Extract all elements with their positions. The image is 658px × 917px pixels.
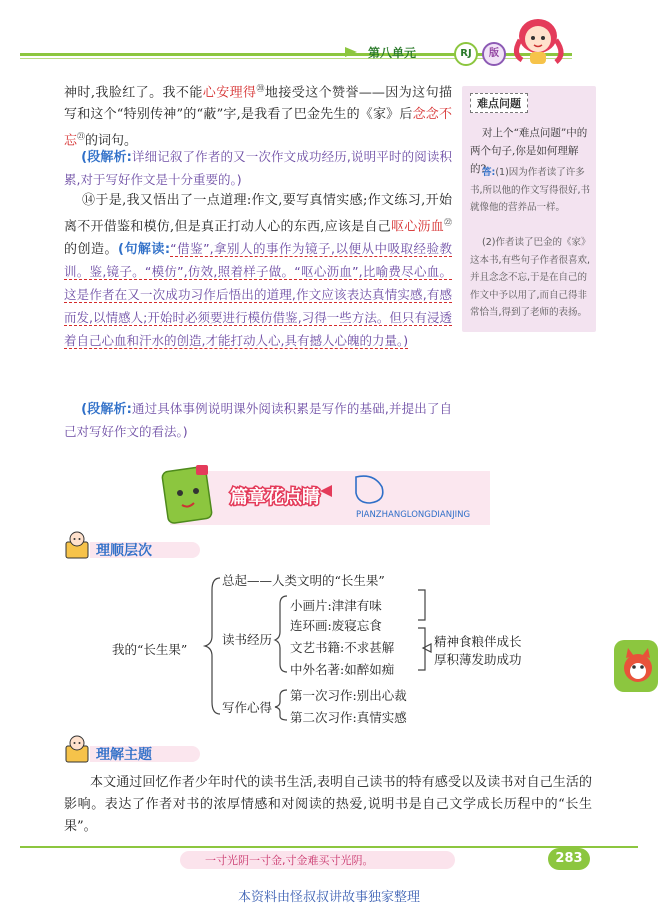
outline-branch-reading: 读书经历 [222,632,273,647]
outline-root: 我的“长生果” [112,642,188,657]
kid-thinking-icon [62,734,92,764]
text-run: 的词句。 [85,133,138,149]
analysis-label: (段解析: [81,150,132,165]
text-run: 神时,我脸红了。我不能 [64,85,203,101]
brace-arrow [423,644,431,652]
answer-label: 答: [482,167,496,178]
sentence-note-text: “借鉴”,拿别人的事作为镜子,以便从中吸取经验教训。鉴,镜子。“模仿”,仿效,照着样子做。“呕心沥血”,比喻费尽心血。这是作者在又一次成功习作后悟出的道理,作文应该表达真情实感,有感而发,以情感人;开始时必须要进行模仿借鉴,习得一些方法。但只有浸透着自己心血和汗水的创造,才能打动人心,具有撼人心魄的力量。) [64,241,452,349]
sidebar-answer-2: (2)作者读了巴金的《家》这本书,有些句子作者很喜欢,并且念念不忘,于是在自己的作文中予以用了,而自己得非常恰当,得到了老师的表扬。 [470,237,591,318]
paragraph-13-end [64,78,452,153]
outline-item-1: 小画片:津津有味 [290,598,382,613]
banner-title: 篇章花点睛 [230,487,320,508]
analysis-1 [64,146,452,192]
footnote-marker: ⑳ [256,84,265,93]
section-banner [160,463,490,531]
edition-badge-ban: 版 [482,42,506,66]
summary-brace-top [418,590,425,620]
root-brace [205,578,220,714]
outline-writing-1: 第一次习作:别出心裁 [290,688,407,703]
footer-credit: 本资料由怪叔叔讲故事独家整理 [237,890,420,905]
outline-item-2: 连环画:废寝忘食 [290,618,382,633]
analysis-label: (段解析: [81,402,132,417]
footer-rule [20,846,638,848]
girl-mascot-icon [508,10,570,68]
paragraph-14 [64,190,452,353]
theme-paragraph: 本文通过回忆作者少年时代的读书生活,表明自己读书的特有感受以及读书对自己生活的影响。表达了作者对书的浓厚情感和对阅读的热爱,说明书是自己文学成长历程中的“长生果”。 [64,775,592,834]
footnote-marker: ㉒ [444,218,452,227]
reading-brace [275,596,287,672]
kid-reading-icon [62,530,92,560]
sidebar-tag: 难点问题 [470,93,528,113]
banner-pinyin: PIANZHANGLONGDIANJING [356,510,471,520]
vocab-highlight: 心安理得 [202,85,257,101]
page-number: 283 [548,848,590,870]
sidebar-question: 对上个“难点问题”中的两个句子,你是如何理解的? [470,127,588,175]
answer-text: (1)因为作者读了许多书,所以他的作文写得很好,书就像他的营养品一样。 [470,167,591,213]
footer-motto: 一寸光阴一寸金,寸金难买寸光阴。 [205,854,374,867]
footnote-marker: ㉑ [77,132,86,142]
sentence-note-label: (句解读: [118,242,171,258]
vocab-highlight: 念念不忘 [64,107,452,149]
analysis-2 [64,398,452,444]
analysis-text: 详细记叙了作者的又一次作文成功经历,说明平时的阅读积累,对于写好作文是十分重要的。) [64,149,453,187]
outline-result-1: 精神食粮伴成长 [434,634,522,649]
analysis-text: 通过具体事例说明课外阅读积累是写作的基础,并提出了自己对写好作文的看法。) [64,401,453,439]
section-title-structure: 理顺层次 [96,543,152,559]
sidebar-answer-1 [470,164,592,217]
edition-badge-rj: RJ [454,42,478,66]
outline-item-3: 文艺书籍:不求甚解 [290,640,395,655]
outline-item-4: 中外名著:如醉如痴 [290,662,395,677]
text-run: 的创造。 [64,242,118,258]
outline-result-2: 厚积薄发助成功 [434,652,522,667]
fox-mascot-icon [614,640,658,692]
vocab-highlight: 呕心沥血 [390,219,444,235]
text-run: ⑭于是,我又悟出了一点道理:作文,要写真情实感;作文练习,开始离不开借鉴和模仿,但是真正打动人心的东西,应该是自己 [64,193,452,235]
unit-title: 第八单元 [368,46,417,60]
outline-branch-intro: 总起——人类文明的“长生果” [222,573,385,588]
outline-writing-2: 第二次习作:真情实感 [290,710,407,725]
text-run: 地接受这个赞誉——因为这句描写和这个“特别传神”的“蔽”字,是我看了巴金先生的《家》后 [64,85,452,123]
arrow-icon [345,47,357,57]
writing-brace [275,690,287,720]
outline-branch-writing: 写作心得 [222,700,273,715]
section-title-theme: 理解主题 [96,747,152,763]
